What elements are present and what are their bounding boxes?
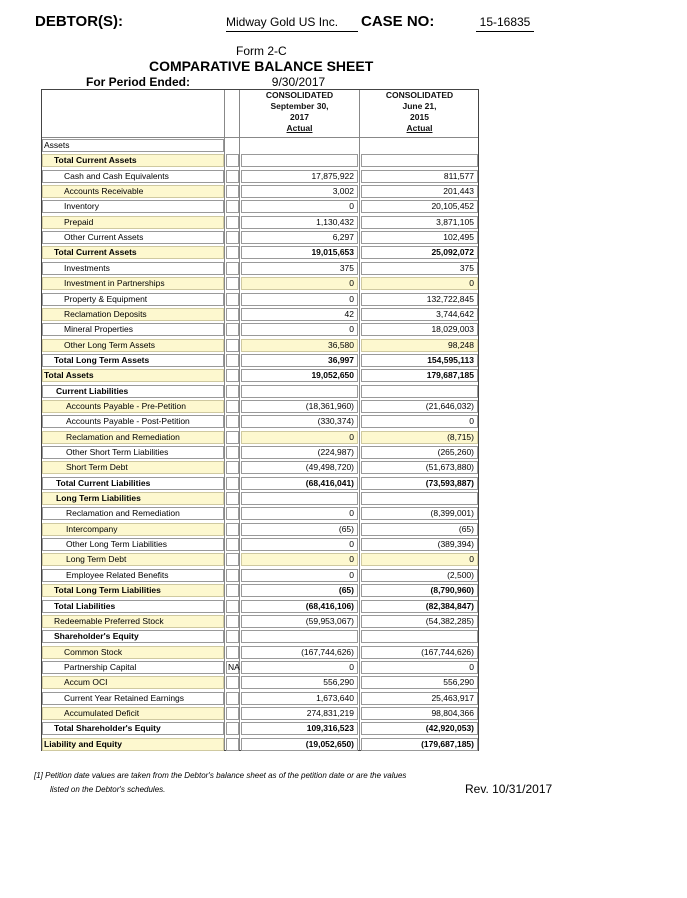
value-petition: 0 [361,553,478,566]
value-current: 375 [241,262,358,275]
na-cell [226,507,239,520]
value-current: 36,580 [241,339,358,352]
value-current: (330,374) [241,415,358,428]
value-current: (68,416,106) [241,600,358,613]
value-current: 17,875,922 [241,170,358,183]
value-petition: 179,687,185 [361,369,478,382]
value-current: 0 [241,293,358,306]
row-label: Other Short Term Liabilities [66,447,169,457]
na-cell [226,339,239,352]
na-cell [226,154,239,167]
value-petition: (73,593,887) [361,477,478,490]
table-row [42,614,478,629]
na-cell [226,600,239,613]
value-petition: 132,722,845 [361,293,478,306]
table-row [42,338,478,353]
value-petition: (265,260) [361,446,478,459]
row-label: Accumulated Deficit [64,707,140,718]
value-petition: (8,715) [361,431,478,444]
table-row [42,645,478,660]
value-current [241,154,358,167]
value-petition: 811,577 [361,170,478,183]
value-petition [361,154,478,167]
row-label: Current Liabilities [56,385,129,396]
na-cell [226,354,239,367]
row-label: Total Long Term Assets [54,354,150,365]
row-label: Total Long Term Liabilities [54,585,161,596]
table-row [42,138,478,153]
na-cell [226,523,239,536]
row-label: Mineral Properties [64,324,133,335]
na-cell [226,553,239,566]
value-current: 1,673,640 [241,692,358,705]
value-current: 274,831,219 [241,707,358,720]
na-cell [226,646,239,659]
table-row [42,276,478,291]
column-header-petition: CONSOLIDATED June 21, 2015 Actual [385,90,454,133]
value-petition [361,492,478,505]
value-current: 0 [241,553,358,566]
value-petition: (8,790,960) [361,584,478,597]
table-row [42,199,478,214]
na-cell [226,692,239,705]
table-row [42,721,478,736]
value-current: 0 [241,507,358,520]
form-number: Form 2-C [236,44,287,58]
table-row [42,322,478,337]
table-row [42,537,478,552]
row-label: Redeemable Preferred Stock [54,615,164,626]
row-label: Partnership Capital [64,661,137,672]
table-row [42,184,478,199]
value-petition: 0 [361,661,478,674]
table-row [42,215,478,230]
debtor-label: DEBTOR(S): [35,13,124,30]
na-cell [226,477,239,490]
value-petition: (8,399,001) [361,507,478,520]
table-row [42,476,478,491]
na-cell [226,323,239,336]
value-petition: 98,248 [361,339,478,352]
value-current: (68,416,041) [241,477,358,490]
na-cell [226,461,239,474]
value-petition: (65) [361,523,478,536]
value-current: 0 [241,569,358,582]
period-label: For Period Ended: [86,75,191,89]
value-current: (224,987) [241,446,358,459]
row-label: Reclamation and Remediation [66,508,180,519]
table-row [42,445,478,460]
table-row [42,691,478,706]
table-row [42,399,478,414]
row-label: Intercompany [66,523,118,534]
revision-date: Rev. 10/31/2017 [465,782,553,796]
row-label: Accounts Payable - Pre-Petition [66,400,187,411]
na-cell [226,185,239,198]
row-label: Accum OCI [64,677,108,688]
na-cell [226,216,239,229]
value-current: (59,953,067) [241,615,358,628]
table-row [42,245,478,260]
table-row [42,153,478,168]
table-row [42,353,478,368]
value-current: (167,744,626) [241,646,358,659]
value-petition: 18,029,003 [361,323,478,336]
value-petition: (179,687,185) [361,738,478,751]
footnote-line-2: listed on the Debtor's schedules. [50,785,166,794]
na-cell [226,615,239,628]
na-cell [226,170,239,183]
value-current: 0 [241,431,358,444]
table-row [42,660,478,675]
row-label: Accounts Payable - Post-Petition [66,416,190,427]
value-current: 0 [241,200,358,213]
na-cell [226,277,239,290]
table-row [42,706,478,721]
row-label: Total Current Assets [54,155,137,166]
table-row [42,307,478,322]
value-current [241,492,358,505]
table-row [42,522,478,537]
value-petition: 3,871,105 [361,216,478,229]
na-cell [226,262,239,275]
na-cell [226,293,239,306]
debtor-name: Midway Gold US Inc. [226,15,358,32]
balance-sheet-table [41,89,479,751]
na-cell: NA [228,661,240,672]
na-cell [226,738,239,751]
row-label: Assets [44,140,70,150]
value-petition: 556,290 [361,676,478,689]
value-petition: 0 [361,415,478,428]
row-label: Other Long Term Liabilities [66,539,167,550]
value-current: 0 [241,661,358,674]
na-cell [226,676,239,689]
value-current: 556,290 [241,676,358,689]
value-current: 1,130,432 [241,216,358,229]
na-cell [226,385,239,398]
na-cell [226,369,239,382]
row-label: Reclamation and Remediation [66,431,180,442]
value-current: 36,997 [241,354,358,367]
na-cell [226,538,239,551]
table-row [42,599,478,614]
table-row [42,629,478,644]
value-petition [361,630,478,643]
value-current [241,385,358,398]
row-label: Prepaid [64,216,94,227]
value-petition: 25,092,072 [361,246,478,259]
table-row [42,384,478,399]
value-current: (49,498,720) [241,461,358,474]
table-row [42,675,478,690]
value-petition: 201,443 [361,185,478,198]
table-row [42,430,478,445]
table-row [42,506,478,521]
value-current: (65) [241,523,358,536]
value-petition [361,385,478,398]
table-row [42,583,478,598]
value-current: 0 [241,277,358,290]
value-petition: (2,500) [361,569,478,582]
table-row [42,737,478,752]
value-petition: (21,646,032) [361,400,478,413]
table-row [42,169,478,184]
na-cell [226,431,239,444]
row-label: Total Current Assets [54,247,137,258]
row-label: Total Assets [44,370,94,381]
value-current: 42 [241,308,358,321]
na-cell [226,231,239,244]
table-row [42,414,478,429]
value-current [241,630,358,643]
value-current: 6,297 [241,231,358,244]
row-label: Long Term Liabilities [56,493,141,504]
value-petition: 375 [361,262,478,275]
period-value: 9/30/2017 [239,75,358,90]
value-petition: 102,495 [361,231,478,244]
row-label: Current Year Retained Earnings [64,692,185,703]
table-row [42,460,478,475]
case-number: 15-16835 [476,15,534,32]
na-cell [226,492,239,505]
value-petition: 154,595,113 [361,354,478,367]
row-label: Cash and Cash Equivalents [64,170,169,181]
na-cell [226,584,239,597]
case-label: CASE NO: [361,13,435,30]
table-row [42,261,478,276]
row-label: Shareholder's Equity [54,631,139,642]
value-petition: 98,804,366 [361,707,478,720]
na-cell [226,707,239,720]
value-current: 109,316,523 [241,722,358,735]
value-current: (19,052,650) [241,738,358,751]
value-petition: 0 [361,277,478,290]
row-label: Total Liabilities [54,600,116,611]
value-current: 19,052,650 [241,369,358,382]
row-label: Common Stock [64,646,123,657]
value-petition: 25,463,917 [361,692,478,705]
row-label: Inventory [64,201,99,212]
value-current: (18,361,960) [241,400,358,413]
page-title: COMPARATIVE BALANCE SHEET [149,58,374,74]
na-cell [226,308,239,321]
na-cell [226,630,239,643]
row-label: Short Term Debt [66,462,128,473]
value-current: 0 [241,323,358,336]
na-cell [226,200,239,213]
value-petition: (42,920,053) [361,722,478,735]
row-label: Other Long Term Assets [64,339,156,350]
table-row [42,368,478,383]
value-petition: 3,744,642 [361,308,478,321]
table-row [42,491,478,506]
na-cell [226,722,239,735]
value-current: (65) [241,584,358,597]
row-label: Property & Equipment [64,293,148,304]
row-label: Other Current Assets [64,232,144,243]
row-label: Investment in Partnerships [64,278,165,289]
table-row [42,292,478,307]
row-label: Investments [64,262,110,273]
na-cell [226,415,239,428]
footnote-line-1: [1] Petition date values are taken from the Debtor's balance sheet as of the petition date or are the values [34,771,407,780]
value-current: 3,002 [241,185,358,198]
row-label: Liability and Equity [44,738,122,749]
na-cell [226,246,239,259]
na-cell [226,446,239,459]
value-petition: (167,744,626) [361,646,478,659]
na-cell [226,569,239,582]
na-cell [226,400,239,413]
table-row [42,568,478,583]
column-header-current: CONSOLIDATED September 30, 2017 Actual [265,90,334,133]
value-petition: (54,382,285) [361,615,478,628]
value-petition: (82,384,847) [361,600,478,613]
row-label: Reclamation Deposits [64,308,147,319]
row-label: Accounts Receivable [64,186,144,197]
value-petition: (389,394) [361,538,478,551]
value-petition: (51,673,880) [361,461,478,474]
table-row [42,230,478,245]
row-label: Total Shareholder's Equity [54,723,161,734]
value-current: 0 [241,538,358,551]
value-petition: 20,105,452 [361,200,478,213]
row-label: Employee Related Benefits [66,569,169,580]
row-label: Long Term Debt [66,554,127,565]
value-current: 19,015,653 [241,246,358,259]
table-row [42,552,478,567]
row-label: Total Current Liabilities [56,477,151,488]
